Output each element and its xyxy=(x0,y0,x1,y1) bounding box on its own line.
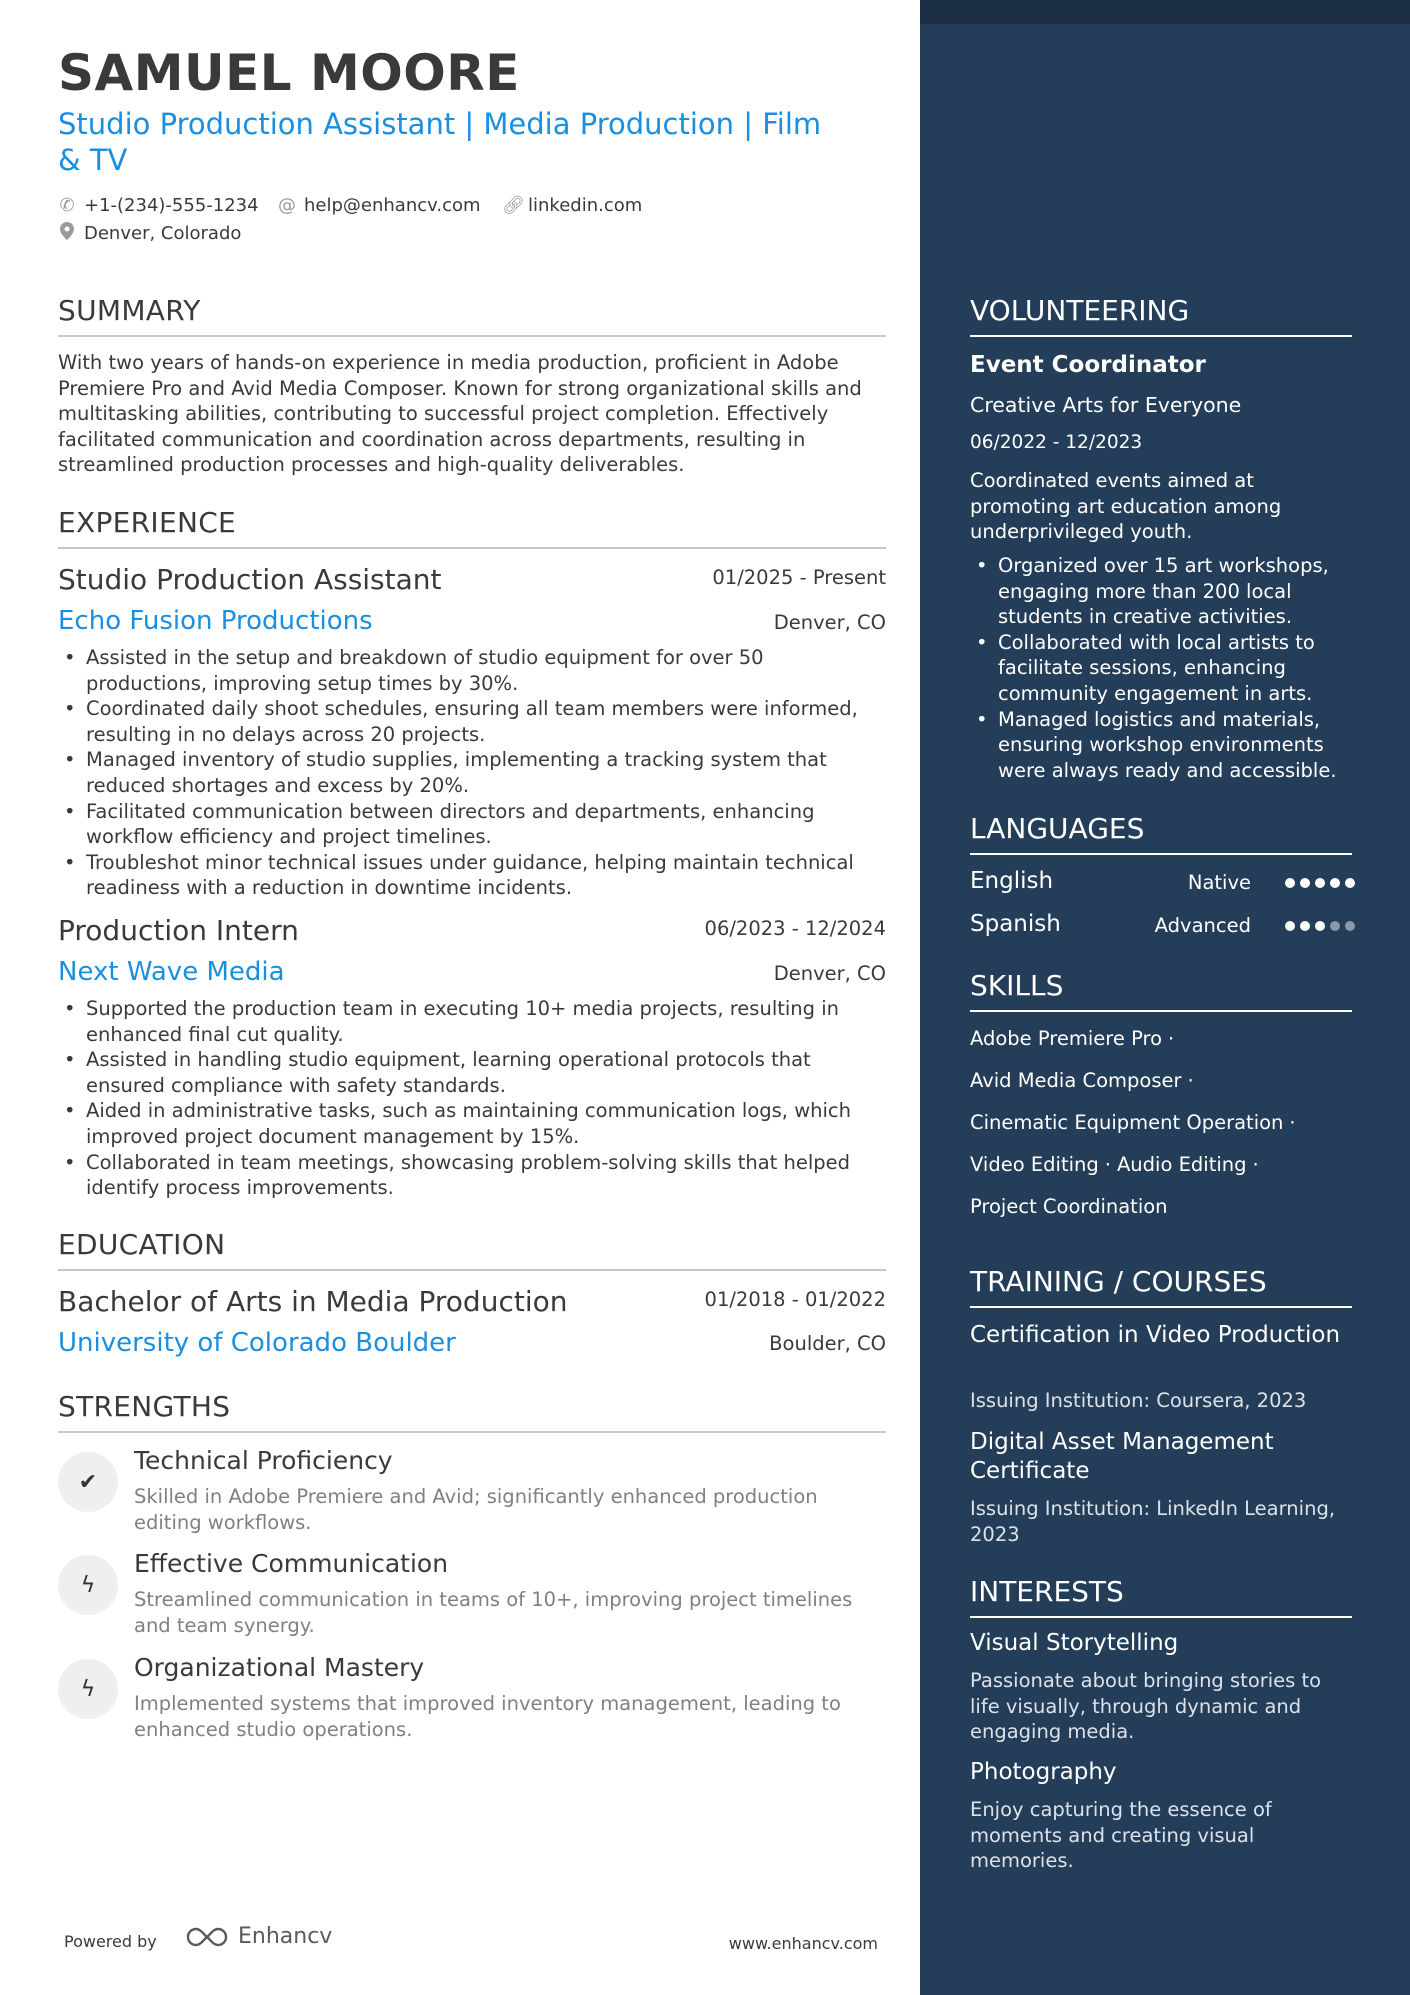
bullet-item: • Supported the production team in executing 10+ media projects, resulting in enhanced final cut quality. xyxy=(58,996,888,1047)
rating-dot-filled xyxy=(1300,921,1310,931)
language-row xyxy=(970,868,1355,898)
skill-tag: Project Coordination xyxy=(970,1195,1168,1218)
bullet-item: • Coordinated daily shoot schedules, ensuring all team members were informed, resulting in no delays across 20 projects. xyxy=(58,696,888,747)
experience-heading: EXPERIENCE xyxy=(58,506,886,549)
language-rating xyxy=(1285,871,1355,888)
contact-linkedin[interactable] xyxy=(502,195,642,216)
rating-dot-filled xyxy=(1315,878,1325,888)
bullet-item: • Assisted in the setup and breakdown of studio equipment for over 50 productions, improving setup times by 30%. xyxy=(58,645,888,696)
job-location: Denver, CO xyxy=(773,962,886,985)
job-bullets xyxy=(58,645,888,901)
linkedin-text[interactable]: linkedin.com xyxy=(528,195,643,216)
school-name: University of Colorado Boulder xyxy=(58,1328,456,1358)
skill-row xyxy=(970,1195,1168,1218)
phone-icon: ✆ xyxy=(59,195,75,216)
skill-row: Video Editing · Audio Editing · xyxy=(970,1153,1259,1176)
volunteering-heading: VOLUNTEERING xyxy=(970,294,1352,337)
bullet-item: • Organized over 15 art workshops, engaging more than 200 local students in creative activities. xyxy=(970,553,1360,630)
bullet-item: • Assisted in handling studio equipment, learning operational protocols that ensured compliance with safety standards. xyxy=(58,1047,888,1098)
job-title: Production Intern xyxy=(58,914,299,947)
bullet-item: • Collaborated with local artists to facilitate sessions, enhancing community engagement in arts. xyxy=(970,630,1360,707)
volunteer-role: Event Coordinator xyxy=(970,352,1206,378)
job-bullets xyxy=(58,996,888,1201)
lightning-icon: ϟ xyxy=(58,1659,118,1719)
training-desc: Issuing Institution: Coursera, 2023 xyxy=(970,1389,1307,1412)
skill-row: Adobe Premiere Pro · xyxy=(970,1027,1175,1050)
strength-title: Organizational Mastery xyxy=(134,1653,425,1682)
job-dates: 06/2023 - 12/2024 xyxy=(704,917,886,940)
rating-dot-filled xyxy=(1285,878,1295,888)
strength-title: Effective Communication xyxy=(134,1549,449,1578)
brand-name: Enhancv xyxy=(238,1924,333,1949)
bullet-item: • Managed logistics and materials, ensuring workshop environments were always ready and accessible. xyxy=(970,707,1360,784)
lightning-icon: ϟ xyxy=(58,1555,118,1615)
powered-by-label: Powered by xyxy=(64,1932,157,1951)
check-icon: ✔ xyxy=(58,1452,118,1512)
rating-dot-filled xyxy=(1285,921,1295,931)
training-desc: Issuing Institution: LinkedIn Learning, 2023 xyxy=(970,1497,1336,1546)
bullet-item: • Collaborated in team meetings, showcasing problem-solving skills that helped identify process improvements. xyxy=(58,1150,888,1201)
training-title: Certification in Video Production xyxy=(970,1322,1341,1348)
volunteer-desc: Coordinated events aimed at promoting art education among underprivileged youth. xyxy=(970,469,1282,544)
job-title: Studio Production Assistant xyxy=(58,563,442,596)
rating-dot-filled xyxy=(1330,878,1340,888)
skill-tag: Adobe Premiere Pro xyxy=(970,1027,1163,1050)
interests-heading: INTERESTS xyxy=(970,1575,1352,1618)
language-name: English xyxy=(970,868,1054,894)
language-row xyxy=(970,911,1355,941)
phone-text: +1-(234)-555-1234 xyxy=(84,195,259,216)
interest-desc: Enjoy capturing the essence of moments and creating visual memories. xyxy=(970,1798,1272,1873)
sidebar xyxy=(920,0,1410,1995)
enhancv-logo[interactable] xyxy=(184,1924,332,1949)
summary-heading: SUMMARY xyxy=(58,294,886,337)
rating-dot-filled xyxy=(1300,878,1310,888)
interest-title: Visual Storytelling xyxy=(970,1630,1179,1656)
skill-tag: Avid Media Composer xyxy=(970,1069,1182,1092)
languages-heading: LANGUAGES xyxy=(970,812,1352,855)
strength-desc: Implemented systems that improved inventory management, leading to enhanced studio operations. xyxy=(134,1692,841,1741)
bullet-item: • Aided in administrative tasks, such as maintaining communication logs, which improved project document management by 15%. xyxy=(58,1098,888,1149)
bullet-item: • Facilitated communication between directors and departments, enhancing workflow efficiency and project timelines. xyxy=(58,799,888,850)
education-location: Boulder, CO xyxy=(769,1332,886,1355)
strength-title: Technical Proficiency xyxy=(134,1446,393,1475)
email-text[interactable]: help@enhancv.com xyxy=(304,195,481,216)
job-location: Denver, CO xyxy=(773,611,886,634)
language-level: Advanced xyxy=(1154,914,1251,937)
degree-title: Bachelor of Arts in Media Production xyxy=(58,1285,568,1318)
training-title: Digital Asset Management Certificate xyxy=(970,1429,1274,1484)
rating-dot-empty xyxy=(1330,921,1340,931)
sidebar-top-strip xyxy=(920,0,1410,24)
education-heading: EDUCATION xyxy=(58,1228,886,1271)
skill-row: Cinematic Equipment Operation · xyxy=(970,1111,1296,1134)
education-dates: 01/2018 - 01/2022 xyxy=(704,1288,886,1311)
contact-email[interactable] xyxy=(278,195,481,216)
link-icon: 🔗︎ xyxy=(502,195,525,216)
interest-desc: Passionate about bringing stories to life visually, through dynamic and engaging media. xyxy=(970,1669,1322,1744)
skills-heading: SKILLS xyxy=(970,969,1352,1012)
company-name: Next Wave Media xyxy=(58,957,285,987)
contact-location xyxy=(58,222,241,245)
at-icon: @ xyxy=(278,195,296,216)
volunteer-org: Creative Arts for Everyone xyxy=(970,393,1242,417)
strength-desc: Streamlined communication in teams of 10+, improving project timelines and team synergy. xyxy=(134,1588,853,1637)
bullet-item: • Troubleshot minor technical issues under guidance, helping maintain technical readiness with a reduction in downtime incidents. xyxy=(58,850,888,901)
location-pin-icon xyxy=(58,222,76,245)
contact-phone xyxy=(58,195,259,216)
location-text: Denver, Colorado xyxy=(84,223,242,244)
rating-dot-filled xyxy=(1315,921,1325,931)
infinity-logo-icon xyxy=(184,1925,230,1949)
rating-dot-empty xyxy=(1345,921,1355,931)
summary-text: With two years of hands-on experience in media production, proficient in Adobe Premiere Pro and Avid Media Composer. Known for strong organizational skills and multitasking abilities, contributing to successful project completion. Effectively facilitated communication and coordination across departments, resulting in streamlined production processes and high-quality deliverables. xyxy=(58,351,862,477)
skill-tag: Audio Editing xyxy=(1116,1153,1247,1176)
footer-url[interactable]: www.enhancv.com xyxy=(728,1934,878,1953)
strengths-heading: STRENGTHS xyxy=(58,1390,886,1433)
candidate-name: SAMUEL MOORE xyxy=(58,44,520,102)
skill-tag: Video Editing xyxy=(970,1153,1099,1176)
interest-title: Photography xyxy=(970,1759,1117,1785)
company-name: Echo Fusion Productions xyxy=(58,606,373,636)
strength-desc: Skilled in Adobe Premiere and Avid; significantly enhanced production editing workflows. xyxy=(134,1485,818,1534)
rating-dot-filled xyxy=(1345,878,1355,888)
training-heading: TRAINING / COURSES xyxy=(970,1265,1352,1308)
skill-row: Avid Media Composer · xyxy=(970,1069,1194,1092)
job-dates: 01/2025 - Present xyxy=(712,566,886,589)
skill-tag: Cinematic Equipment Operation xyxy=(970,1111,1284,1134)
language-name: Spanish xyxy=(970,911,1061,937)
headline: Studio Production Assistant | Media Production | Film & TV xyxy=(58,107,822,177)
bullet-item: • Managed inventory of studio supplies, implementing a tracking system that reduced shortages and excess by 20%. xyxy=(58,747,888,798)
language-level: Native xyxy=(1187,871,1251,894)
volunteer-dates: 06/2022 - 12/2023 xyxy=(970,432,1143,453)
language-rating xyxy=(1285,914,1355,931)
volunteer-bullets xyxy=(970,553,1360,783)
